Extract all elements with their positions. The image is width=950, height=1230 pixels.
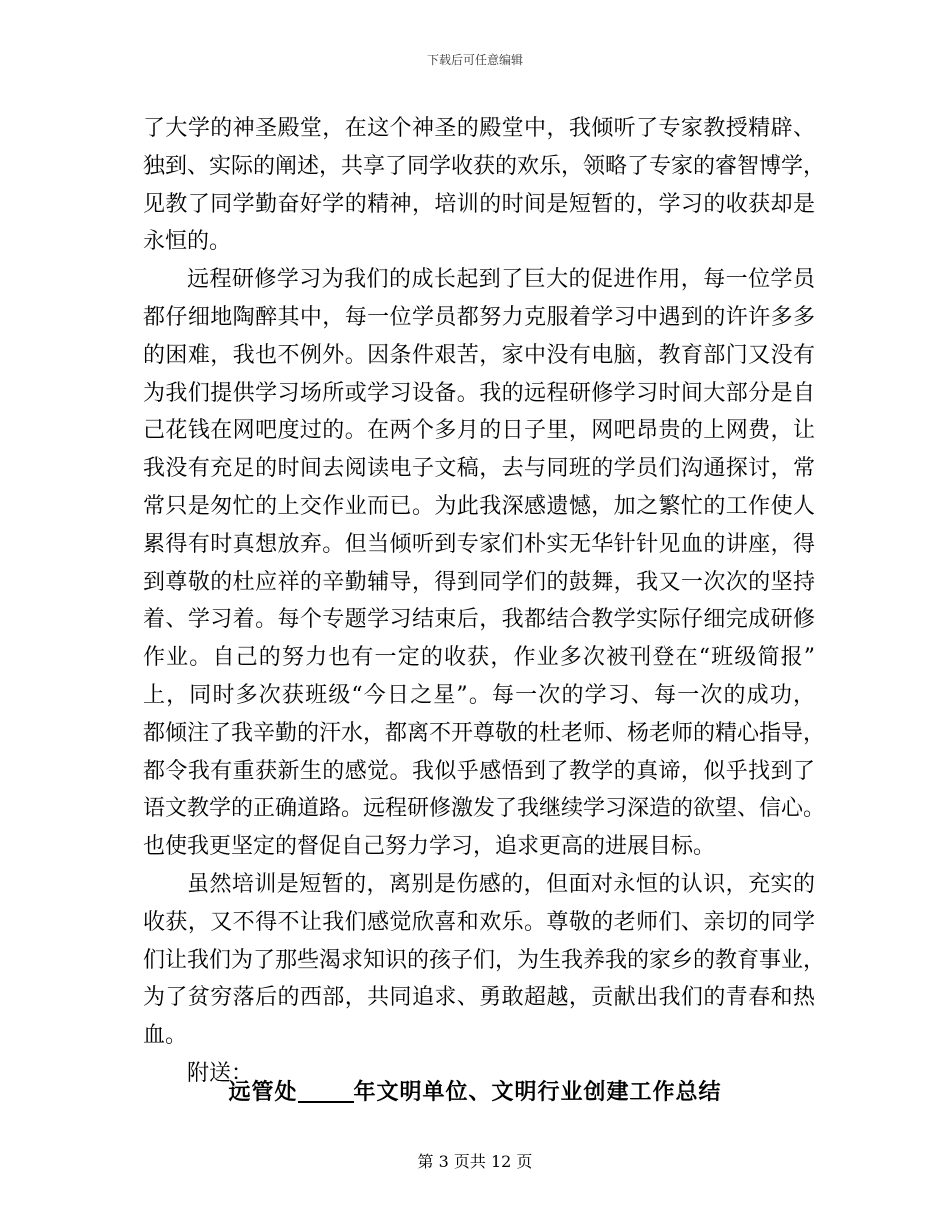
blank-underline [298, 1079, 354, 1103]
section-title-suffix: 年文明单位、文明行业创建工作总结 [353, 1079, 722, 1105]
text-line: 上，同时多次获班级“今日之星”。每一次的学习、每一次的成功， [143, 682, 815, 708]
text-line: 着、学习着。每个专题学习结束后，我都结合教学实际仔细完成研修 [143, 607, 815, 633]
text-line: 语文教学的正确道路。远程研修激发了我继续学习深造的欲望、信心。 [143, 796, 826, 822]
text-line: 永恒的。 [143, 229, 232, 255]
text-line: 也使我更坚定的督促自己努力学习，追求更高的进展目标。 [143, 834, 716, 860]
text-line: 了大学的神圣殿堂，在这个神圣的殿堂中，我倾听了专家教授精辟、 [143, 116, 815, 141]
text-line: 为了贫穷落后的西部，共同追求、勇敢超越，贡献出我们的青春和热 [143, 985, 815, 1011]
text-line: 都倾注了我辛勤的汗水，都离不开尊敬的杜老师、杨老师的精心指导， [143, 720, 826, 746]
text-line: 到尊敬的杜应祥的辛勤辅导，得到同学们的鼓舞，我又一次次的坚持 [143, 569, 815, 595]
text-line: 远程研修学习为我们的成长起到了巨大的促进作用，每一位学员 [187, 267, 815, 293]
text-line: 为我们提供学习场所或学习设备。我的远程研修学习时间大部分是自 [143, 380, 815, 406]
text-line: 收获，又不得不让我们感觉欣喜和欢乐。尊敬的老师们、亲切的同学 [143, 909, 815, 935]
page-footer: 第 3 页共 12 页 [417, 1152, 533, 1171]
body-text [143, 110, 826, 1093]
page-header: 下载后可任意编辑 [426, 53, 523, 67]
text-line: 血。 [143, 1023, 188, 1049]
text-line: 附送： [187, 1060, 254, 1086]
text-line: 的困难，我也不例外。因条件艰苦，家中没有电脑，教育部门又没有 [143, 342, 815, 368]
text-line: 常只是匆忙的上交作业而已。为此我深感遗憾，加之繁忙的工作使人 [143, 493, 815, 519]
text-line: 都仔细地陶醉其中，每一位学员都努力克服着学习中遇到的许许多多 [143, 304, 815, 330]
text-line: 我没有充足的时间去阅读电子文稿，去与同班的学员们沟通探讨，常 [143, 456, 815, 482]
text-line: 都令我有重获新生的感觉。我似乎感悟到了教学的真谛，似乎找到了 [143, 758, 815, 784]
text-line: 作业。自己的努力也有一定的收获，作业多次被刊登在“班级简报” [143, 645, 815, 671]
text-line: 累得有时真想放弃。但当倾听到专家们朴实无华针针见血的讲座，得 [143, 531, 815, 557]
text-line: 己花钱在网吧度过的。在两个多月的日子里，网吧昂贵的上网费，让 [143, 418, 815, 444]
text-line: 独到、实际的阐述，共享了同学收获的欢乐，领略了专家的睿智博学， [143, 153, 826, 179]
section-title-prefix: 远管处 [228, 1079, 298, 1105]
text-line: 见教了同学勤奋好学的精神，培训的时间是短暂的，学习的收获却是 [143, 191, 815, 217]
section-title [0, 1077, 950, 1107]
text-line: 们让我们为了那些渴求知识的孩子们，为生我养我的家乡的教育事业， [143, 947, 826, 973]
text-line: 虽然培训是短暂的，离别是伤感的，但面对永恒的认识，充实的 [187, 871, 815, 897]
